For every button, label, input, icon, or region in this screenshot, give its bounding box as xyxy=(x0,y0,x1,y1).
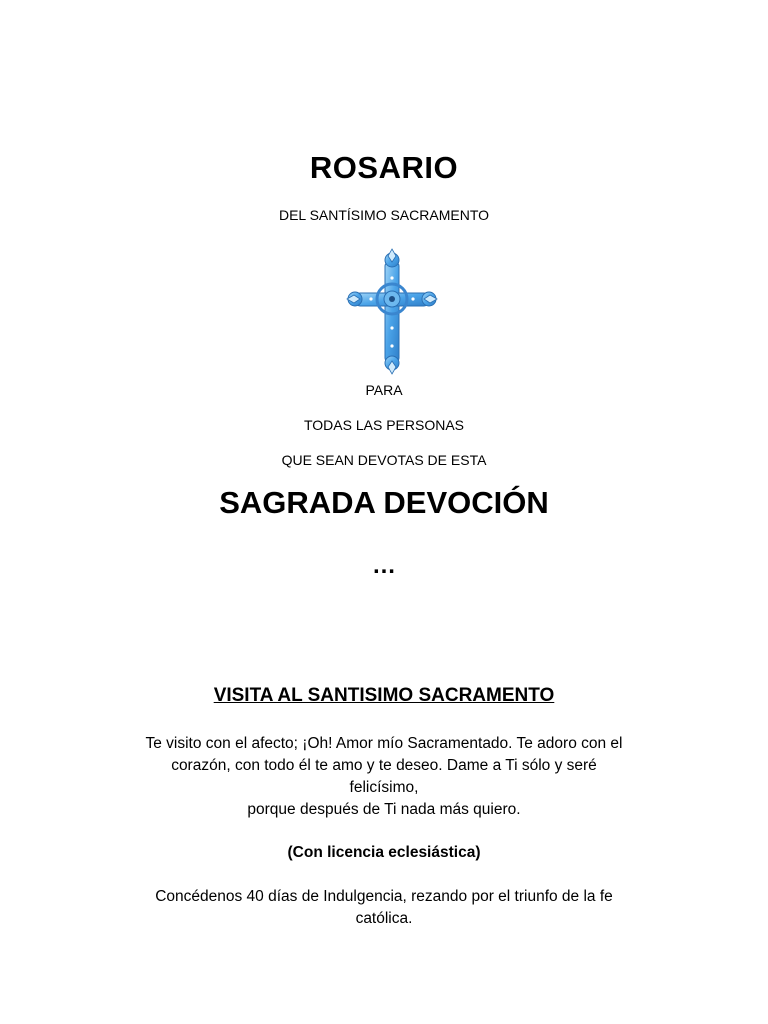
line-todas-las-personas: TODAS LAS PERSONAS xyxy=(303,417,464,433)
prayer-line: porque después de Ti nada más quiero. xyxy=(247,801,521,818)
indulgence-line: Concédenos 40 días de Indulgencia, rezando por el triunfo de la fe xyxy=(155,888,613,905)
line-para: PARA xyxy=(365,382,403,398)
sagrada-devocion-heading: SAGRADA DEVOCIÓN xyxy=(219,485,549,520)
ellipsis: … xyxy=(372,552,396,579)
ornate-cross-icon xyxy=(346,248,438,376)
prayer-line: Te visito con el afecto; ¡Oh! Amor mío Sacramentado. Te adoro con el xyxy=(145,735,623,752)
license-note: (Con licencia eclesiástica) xyxy=(287,844,481,861)
indulgence-text xyxy=(110,886,658,930)
line-que-sean-devotas: QUE SEAN DEVOTAS DE ESTA xyxy=(281,452,487,468)
indulgence-line: católica. xyxy=(355,910,413,927)
section-heading: VISITA AL SANTISIMO SACRAMENTO xyxy=(213,685,555,706)
prayer-text xyxy=(100,733,668,821)
prayer-line: corazón, con todo él te amo y te deseo. Dame a Ti sólo y seré xyxy=(171,757,597,774)
prayer-line: felicísimo, xyxy=(349,779,419,796)
document-title: ROSARIO xyxy=(309,150,459,185)
document-subtitle: DEL SANTÍSIMO SACRAMENTO xyxy=(278,207,490,223)
